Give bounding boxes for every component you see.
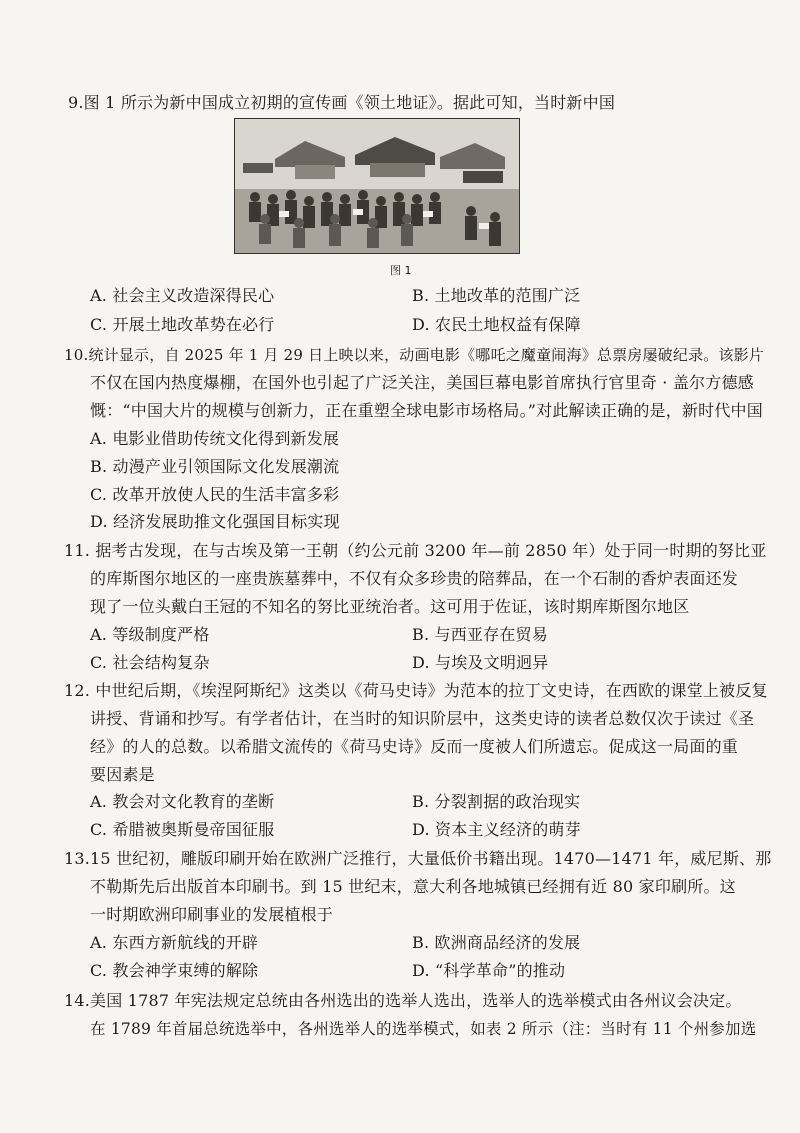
q10-option-c: C. 改革开放使人民的生活丰富多彩	[90, 485, 340, 504]
q13-option-a: A. 东西方新航线的开辟	[90, 933, 259, 952]
q9-option-d: D. 农民土地权益有保障	[412, 315, 581, 334]
q13-stem-line: 13.15 世纪初，雕版印刷开始在欧洲广泛推行，大量低价书籍出现。1470—1471 年，威尼斯、那	[64, 849, 772, 868]
painting-illustration	[235, 119, 519, 253]
q10-stem-line: 不仅在国内热度爆棚，在国外也引起了广泛关注，美国巨幕电影首席执行官里奇 · 盖尔方德感	[90, 373, 754, 392]
q11-stem-line: 的库斯图尔地区的一座贵族墓葬中，不仅有众多珍贵的陪葬品，在一个石制的香炉表面还发	[90, 569, 739, 588]
q10-option-b: B. 动漫产业引领国际文化发展潮流	[90, 457, 340, 476]
q11-stem-line: 现了一位头戴白王冠的不知名的努比亚统治者。这可用于佐证，该时期库斯图尔地区	[90, 597, 690, 616]
q12-option-c: C. 希腊被奥斯曼帝国征服	[90, 820, 275, 839]
q12-option-a: A. 教会对文化教育的垄断	[90, 792, 275, 811]
figure-caption: 图 1	[390, 264, 412, 277]
q9-option-a: A. 社会主义改造深得民心	[90, 286, 275, 305]
q10-stem-line: 10.统计显示，自 2025 年 1 月 29 日上映以来，动画电影《哪吒之魔童闹海》总票房屡破纪录。该影片	[64, 346, 765, 364]
propaganda-painting-image	[234, 118, 520, 254]
q14-stem-line: 14.美国 1787 年宪法规定总统由各州选出的选举人选出，选举人的选举模式由各州议会决定。	[64, 991, 742, 1010]
q9-option-c: C. 开展土地改革势在必行	[90, 315, 275, 334]
q12-stem-line: 要因素是	[90, 765, 155, 784]
q10-option-a: A. 电影业借助传统文化得到新发展	[90, 429, 340, 448]
q11-stem-line: 11. 据考古发现，在与古埃及第一王朝（约公元前 3200 年—前 2850 年）处于同一时期的努比亚	[64, 541, 767, 560]
q13-option-b: B. 欧洲商品经济的发展	[412, 933, 581, 952]
q12-option-d: D. 资本主义经济的萌芽	[412, 820, 581, 839]
q12-stem-line: 讲授、背诵和抄写。有学者估计，在当时的知识阶层中，这类史诗的读者总数仅次于读过《圣	[90, 709, 755, 728]
q11-option-d: D. 与埃及文明迥异	[412, 653, 549, 672]
q9-option-b: B. 土地改革的范围广泛	[412, 286, 581, 305]
q13-stem-line: 一时期欧洲印刷事业的发展植根于	[90, 905, 334, 924]
q14-stem-line: 在 1789 年首届总统选举中，各州选举人的选举模式，如表 2 所示（注：当时有 11 个州参加选	[90, 1020, 757, 1038]
q12-option-b: B. 分裂割据的政治现实	[412, 792, 581, 811]
q10-stem-line: 慨：“中国大片的规模与创新力，正在重塑全球电影市场格局。”对此解读正确的是，新时代中国	[90, 401, 763, 420]
q13-stem-line: 不勒斯先后出版首本印刷书。到 15 世纪末，意大利各地城镇已经拥有近 80 家印刷所。这	[90, 877, 736, 896]
q11-option-b: B. 与西亚存在贸易	[412, 625, 548, 644]
q10-option-d: D. 经济发展助推文化强国目标实现	[90, 512, 340, 531]
q11-option-a: A. 等级制度严格	[90, 625, 210, 644]
q13-option-c: C. 教会神学束缚的解除	[90, 961, 259, 980]
q11-option-c: C. 社会结构复杂	[90, 653, 210, 672]
q12-stem-line: 经》的人的总数。以希腊文流传的《荷马史诗》反而一度被人们所遗忘。促成这一局面的重	[90, 737, 739, 756]
q9-stem: 9.图 1 所示为新中国成立初期的宣传画《领土地证》。据此可知，当时新中国	[68, 93, 616, 112]
q12-stem-line: 12. 中世纪后期，《埃涅阿斯纪》这类以《荷马史诗》为范本的拉丁文史诗，在西欧的课堂上被反复	[64, 681, 768, 700]
q13-option-d: D. “科学革命”的推动	[412, 961, 566, 980]
